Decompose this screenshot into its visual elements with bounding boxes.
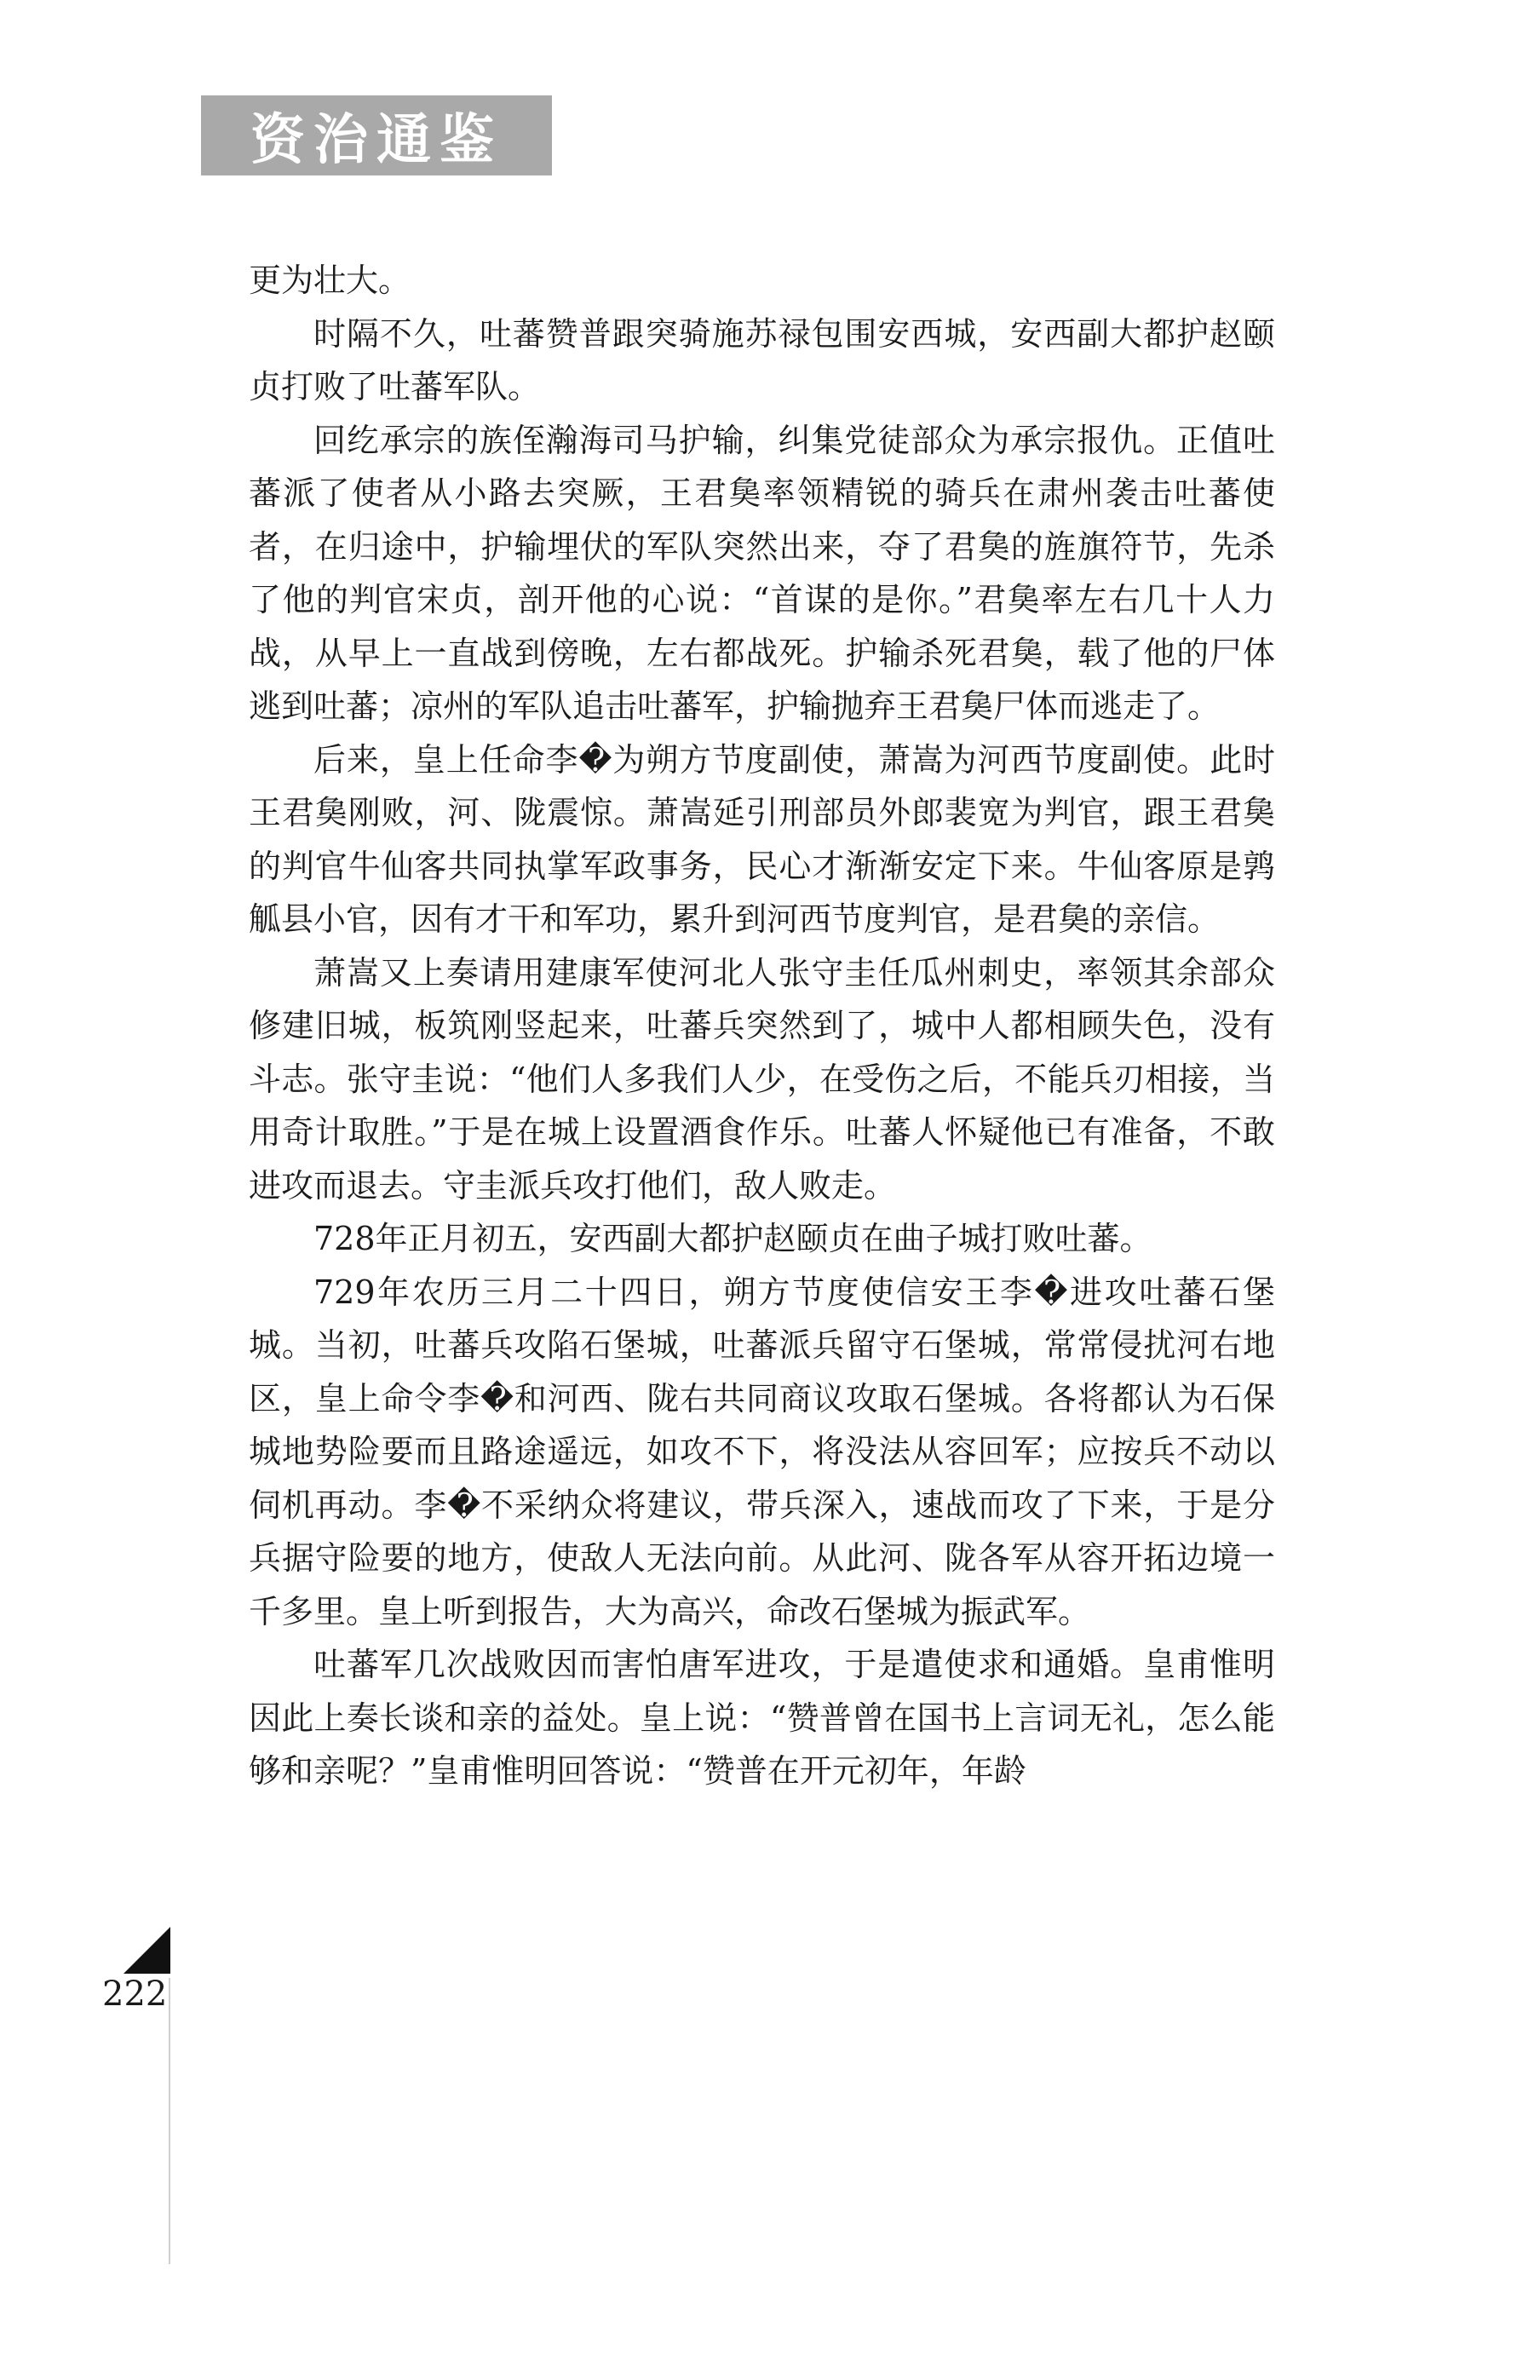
header-banner xyxy=(201,95,552,175)
paragraph: 后来，皇上任命李�为朔方节度副使，萧嵩为河西节度副使。此时王君㚟刚败，河、陇震惊。萧嵩延引刑部员外郎裴宽为判官，跟王君㚟的判官牛仙客共同执掌军政事务，民心才渐渐安定下来。牛仙客原是鹑觚县小官，因有才干和军功，累升到河西节度判官，是君㚟的亲信。 xyxy=(249,740,1275,938)
paragraph: 回纥承宗的族侄瀚海司马护输，纠集党徒部众为承宗报仇。正值吐蕃派了使者从小路去突厥，王君㚟率领精锐的骑兵在肃州袭击吐蕃使者，在归途中，护输埋伏的军队突然出来，夺了君㚟的旌旗符节，先杀了他的判官宋贞，剖开他的心说：“首谋的是你。”君㚟率左右几十人力战，从早上一直战到傍晚，左右都战死。护输杀死君㚟，载了他的尸体逃到吐蕃；凉州的军队追击吐蕃军，护输抛弃王君㚟尸体而逃走了。 xyxy=(249,421,1275,725)
book-title: 资治通鉴 xyxy=(250,109,503,172)
paragraph: 时隔不久，吐蕃赞普跟突骑施苏禄包围安西城，安西副大都护赵颐贞打败了吐蕃军队。 xyxy=(249,314,1275,405)
page-corner-triangle xyxy=(124,1927,170,1974)
paragraph: 吐蕃军几次战败因而害怕唐军进攻，于是遣使求和通婚。皇甫惟明因此上奏长谈和亲的益处。皇上说：“赞普曾在国书上言词无礼，怎么能够和亲呢？”皇甫惟明回答说：“赞普在开元初年，年龄 xyxy=(249,1646,1275,1790)
body-text xyxy=(249,254,1275,1798)
paragraph: 729年农历三月二十四日，朔方节度使信安王李�进攻吐蕃石堡城。当初，吐蕃兵攻陷石堡城，吐蕃派兵留守石堡城，常常侵扰河右地区，皇上命令李�和河西、陇右共同商议攻取石堡城。各将都认为石保城地势险要而且路途遥远，如攻不下，将没法从容回军；应按兵不动以伺机再动。李�不采纳众将建议，带兵深入，速战而攻了下来，于是分兵据守险要的地方，使敌人无法向前。从此河、陇各军从容开拓边境一千多里。皇上听到报告，大为高兴，命改石堡城为振武军。 xyxy=(249,1273,1275,1630)
page-number: 222 xyxy=(102,1975,168,2014)
paragraph: 萧嵩又上奏请用建康军使河北人张守圭任瓜州刺史，率领其余部众修建旧城，板筑刚竖起来，吐蕃兵突然到了，城中人都相顾失色，没有斗志。张守圭说：“他们人多我们人少，在受伤之后，不能兵刃相接，当用奇计取胜。”于是在城上设置酒食作乐。吐蕃人怀疑他已有准备，不敢进攻而退去。守圭派兵攻打他们，敌人败走。 xyxy=(249,953,1275,1204)
paragraph: 更为壮大。 xyxy=(249,262,411,299)
margin-rule xyxy=(169,1978,170,2264)
paragraph: 728年正月初五，安西副大都护赵颐贞在曲子城打败吐蕃。 xyxy=(313,1220,1152,1257)
